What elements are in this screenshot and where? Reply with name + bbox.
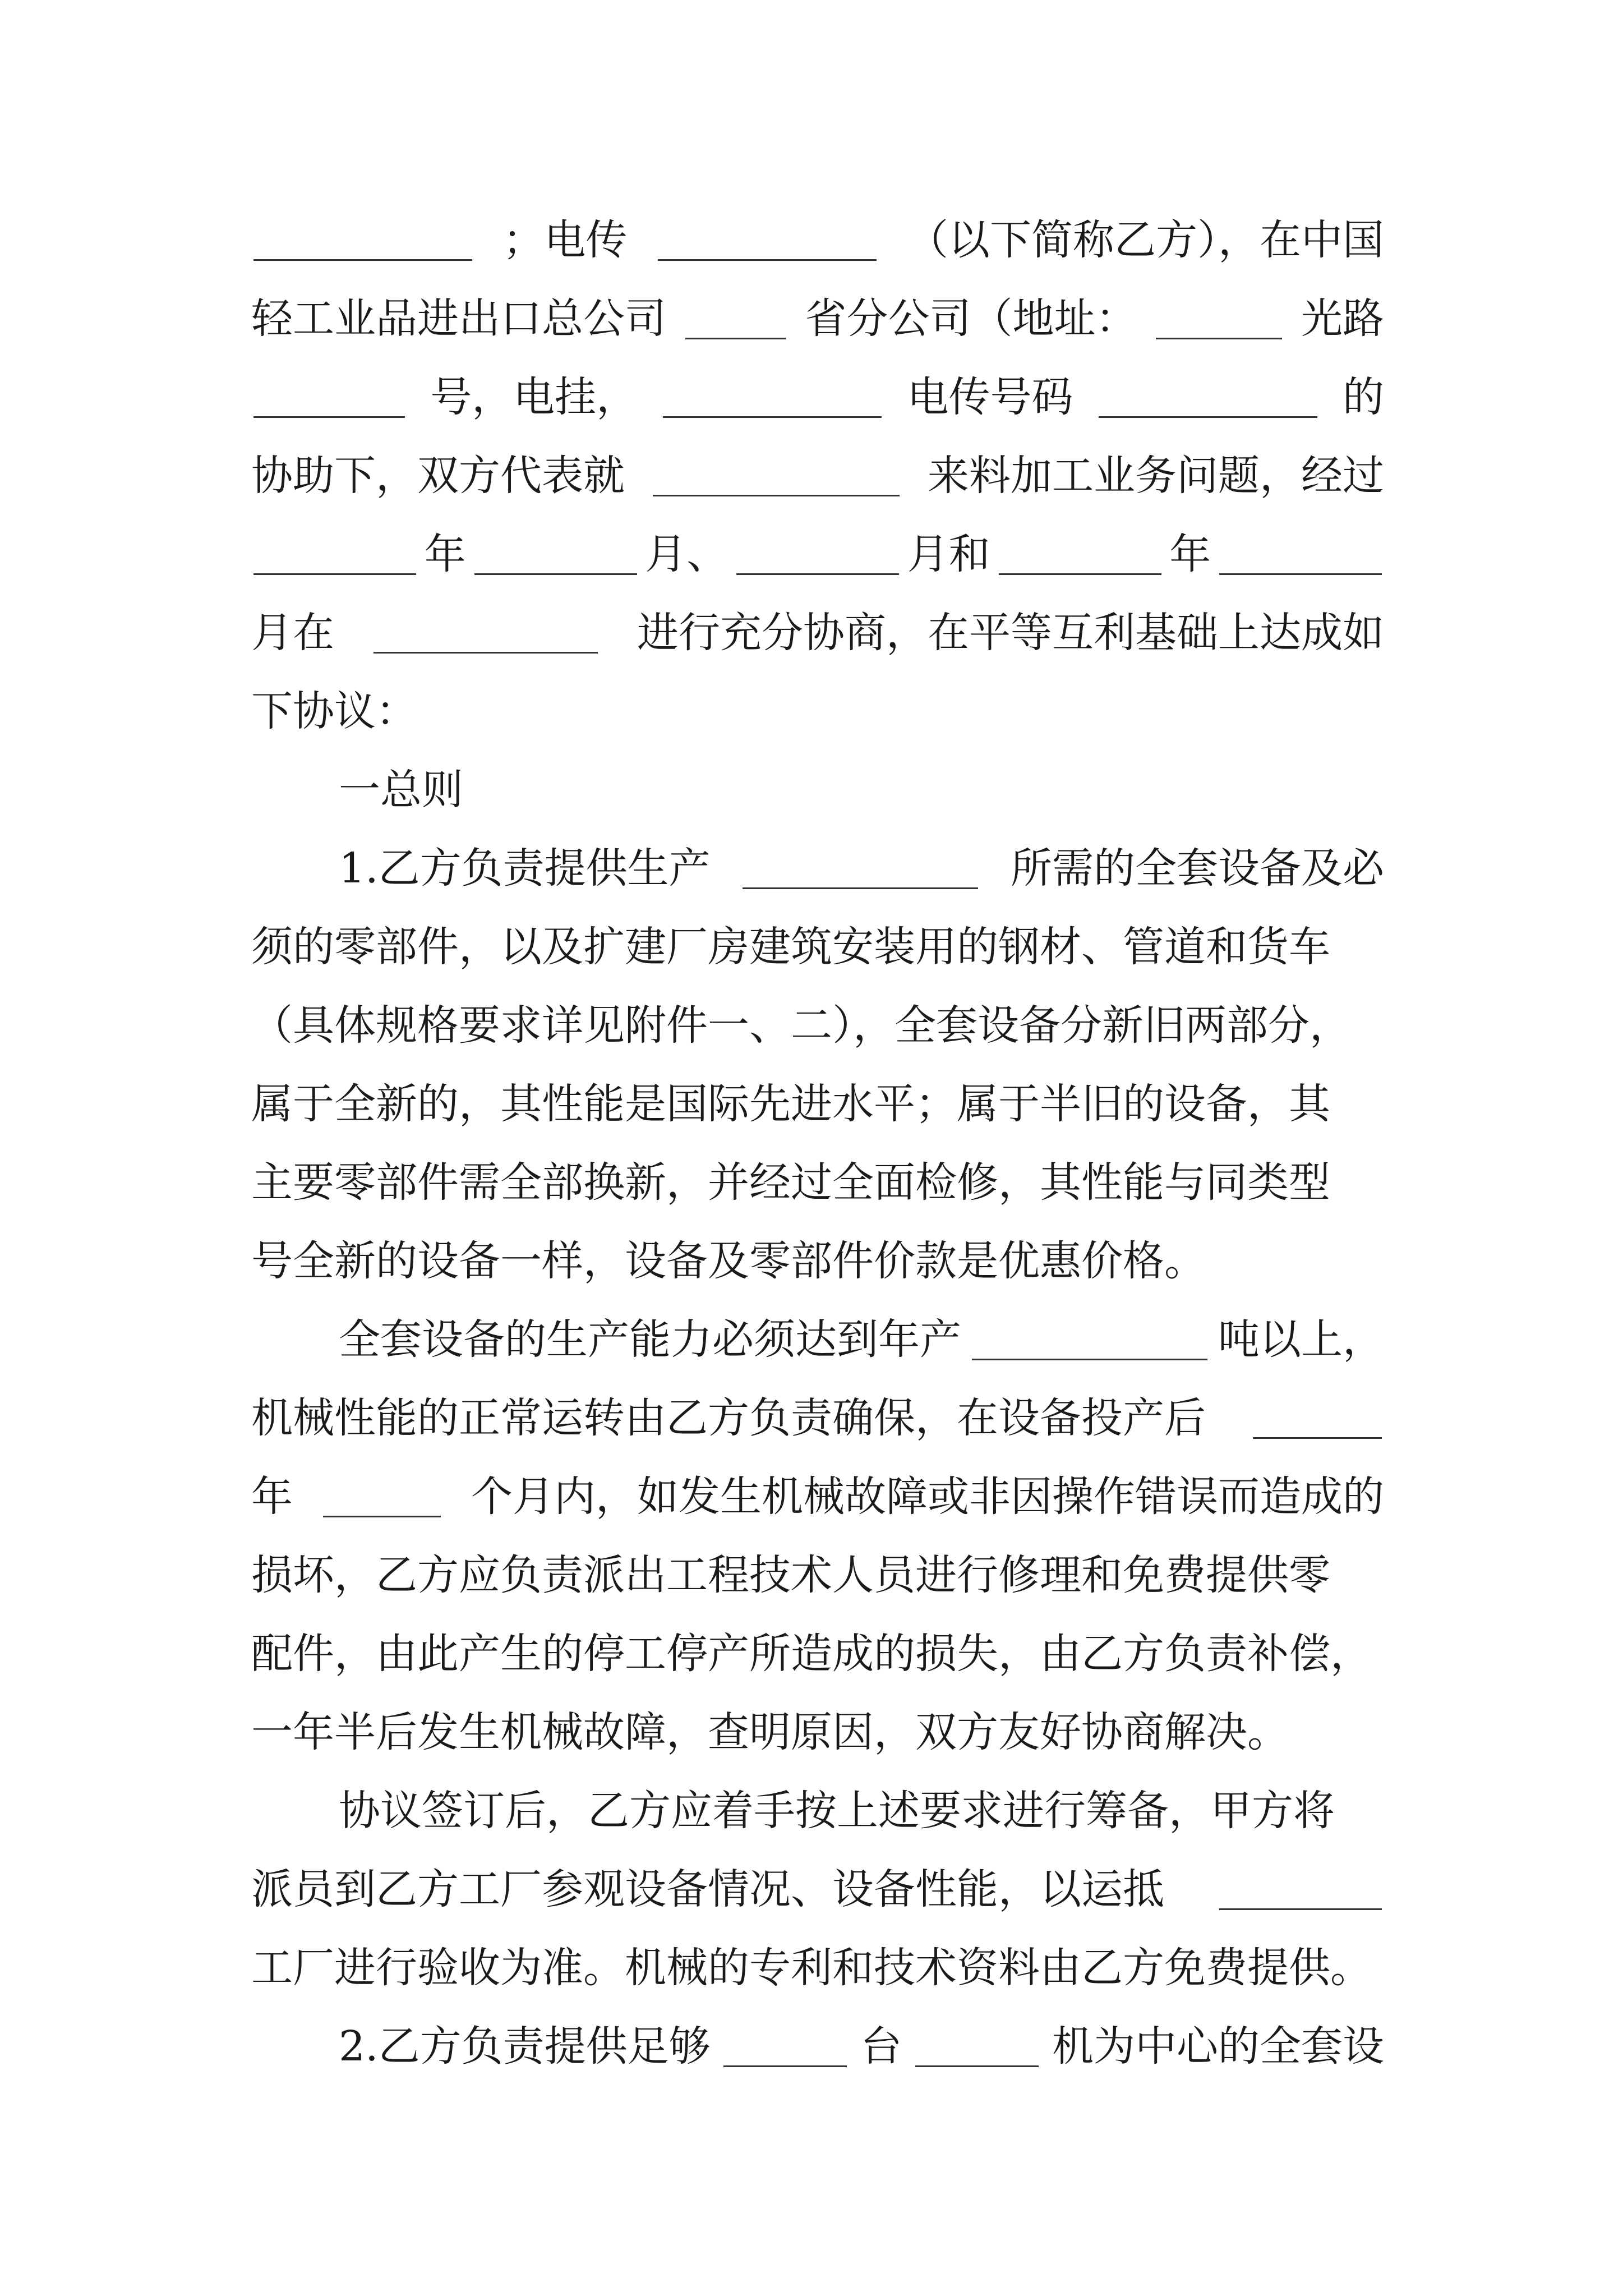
text-line (251, 1858, 1384, 1920)
fill-in-blank[interactable] (1156, 296, 1282, 339)
fill-in-blank[interactable] (663, 375, 882, 418)
text-line (251, 209, 1384, 271)
text-line (251, 1230, 1384, 1292)
text-segment: 工厂进行验收为准。机械的专利和技术资料由乙方免费提供。 (251, 1944, 1372, 1992)
text-segment: 损坏，乙方应负责派出工程技术人员进行修理和免费提供零 (251, 1551, 1330, 1599)
text-segment: 主要零部件需全部换新，并经过全面检修，其性能与同类型 (251, 1158, 1330, 1207)
text-segment: 机为中心的全套设 (1052, 2022, 1384, 2070)
text-segment: 一年半后发生机械故障，查明原因，双方友好协商解决。 (251, 1708, 1289, 1756)
fill-in-blank[interactable] (1219, 1867, 1382, 1910)
text-segment: 的 (1342, 373, 1384, 421)
text-line (251, 1466, 1384, 1527)
text-segment: 属于全新的，其性能是国际先进水平；属于半旧的设备，其 (251, 1080, 1330, 1128)
text-segment: 台 (860, 2022, 902, 2070)
text-segment: 2.乙方负责提供足够 (339, 2022, 711, 2070)
text-segment: 月和 (907, 530, 990, 578)
fill-in-blank[interactable] (915, 2024, 1039, 2067)
text-segment: 年 (424, 530, 466, 578)
text-segment: 月在 (251, 609, 334, 657)
text-line (251, 995, 1384, 1056)
fill-in-blank[interactable] (474, 532, 637, 575)
text-segment: 协助下，双方代表就 (251, 452, 625, 500)
text-segment: 号全新的设备一样，设备及零部件价款是优惠价格。 (251, 1237, 1206, 1285)
text-segment: 全套设备的生产能力必须达到年产 (339, 1315, 961, 1364)
text-segment: 号，电挂， (430, 373, 638, 421)
fill-in-blank[interactable] (253, 375, 405, 418)
fill-in-blank[interactable] (723, 2024, 847, 2067)
text-line (339, 2016, 1384, 2077)
text-segment: 月、 (645, 530, 728, 578)
text-segment: 进行充分协商，在平等互利基础上达成如 (637, 609, 1384, 657)
text-segment: 机械性能的正常运转由乙方负责确保，在设备投产后 (251, 1394, 1206, 1442)
fill-in-blank[interactable] (658, 218, 877, 261)
text-segment: 所需的全套设备及必 (1010, 844, 1384, 892)
fill-in-blank[interactable] (653, 453, 900, 496)
text-segment: 派员到乙方工厂参观设备情况、设备性能，以运抵 (251, 1865, 1164, 1913)
text-segment: 电传号码 (907, 373, 1073, 421)
text-line (251, 1152, 1384, 1213)
text-segment: （以下简称乙方），在中国 (906, 216, 1384, 264)
text-line (251, 288, 1384, 349)
text-segment: 省分公司（地址： (805, 295, 1137, 343)
text-line (251, 1544, 1384, 1606)
fill-in-blank[interactable] (999, 532, 1161, 575)
text-line (339, 1309, 1384, 1370)
text-segment: 1.乙方负责提供生产 (339, 844, 711, 892)
fill-in-blank[interactable] (374, 610, 598, 654)
text-line (251, 1701, 1384, 1763)
text-segment: 年 (251, 1473, 293, 1521)
text-line (251, 1623, 1384, 1685)
text-segment: 一总则 (339, 766, 463, 814)
text-segment: 须的零部件，以及扩建厂房建筑安装用的钢材、管道和货车 (251, 923, 1330, 971)
text-segment: 个月内，如发生机械故障或非因操作错误而造成的 (471, 1473, 1384, 1521)
text-segment: （具体规格要求详见附件一、二），全套设备分新旧两部分， (251, 1001, 1351, 1050)
fill-in-blank[interactable] (743, 846, 978, 889)
fill-in-blank[interactable] (253, 532, 416, 575)
text-line (251, 1073, 1384, 1135)
text-segment: 年 (1169, 530, 1211, 578)
text-segment: 下协议： (251, 687, 417, 735)
text-line (251, 602, 1384, 664)
fill-in-blank[interactable] (685, 296, 786, 339)
text-line (251, 916, 1384, 978)
fill-in-blank[interactable] (1253, 1396, 1382, 1439)
text-line (339, 838, 1384, 899)
fill-in-blank[interactable] (253, 218, 472, 261)
text-line (251, 680, 1384, 742)
text-segment: ；电传 (502, 216, 628, 264)
text-segment: 吨以上， (1218, 1315, 1384, 1364)
text-line (251, 366, 1384, 428)
text-segment: 配件，由此产生的停工停产所造成的损失，由乙方负责补偿， (251, 1630, 1372, 1678)
text-line (251, 1387, 1384, 1449)
fill-in-blank[interactable] (323, 1474, 441, 1517)
text-line (251, 445, 1384, 507)
text-line (251, 1937, 1384, 1999)
fill-in-blank[interactable] (736, 532, 899, 575)
fill-in-blank[interactable] (972, 1317, 1207, 1360)
fill-in-blank[interactable] (1219, 532, 1382, 575)
section-heading (339, 759, 1384, 821)
text-segment: 轻工业品进出口总公司 (251, 295, 666, 343)
text-segment: 来料加工业务问题，经过 (928, 452, 1384, 500)
text-segment: 光路 (1301, 295, 1384, 343)
text-segment: 协议签订后，乙方应着手按上述要求进行筹备，甲方将 (339, 1787, 1335, 1835)
fill-in-blank[interactable] (1099, 375, 1317, 418)
text-line (251, 523, 1384, 585)
text-line (339, 1780, 1384, 1842)
